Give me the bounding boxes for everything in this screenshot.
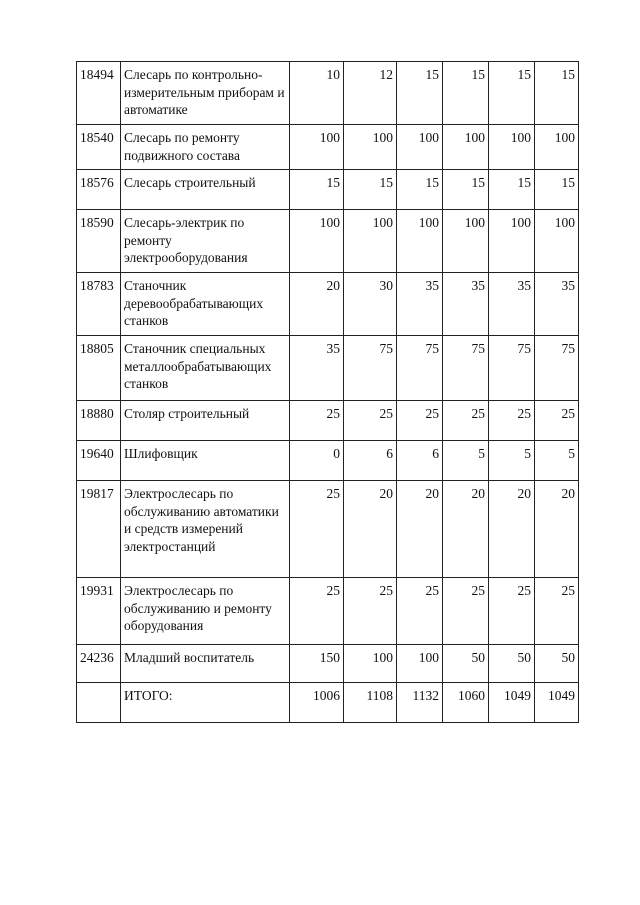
quota-value-cell: 15 — [443, 62, 489, 125]
quota-value-cell: 5 — [535, 441, 579, 481]
quota-value-cell: 25 — [443, 401, 489, 441]
quota-value-cell: 50 — [443, 645, 489, 683]
quota-value-cell: 12 — [344, 62, 397, 125]
quota-value-cell: 20 — [489, 481, 535, 578]
quota-value-cell: 20 — [443, 481, 489, 578]
quota-value-cell: 15 — [397, 62, 443, 125]
table-row — [77, 125, 579, 170]
table-row — [77, 578, 579, 645]
quota-value-cell: 15 — [535, 170, 579, 210]
quota-value-cell: 100 — [290, 210, 344, 273]
quota-value-cell: 100 — [397, 125, 443, 170]
profession-name-cell: Столяр строительный — [121, 401, 290, 441]
profession-name-cell: Электрослесарь по обслуживанию и ремонту оборудования — [121, 578, 290, 645]
quota-value-cell: 25 — [489, 578, 535, 645]
quota-value-cell: 75 — [489, 336, 535, 401]
quota-value-cell: 6 — [344, 441, 397, 481]
profession-code-cell: 18783 — [77, 273, 121, 336]
quota-value-cell: 100 — [443, 210, 489, 273]
quota-value-cell: 20 — [290, 273, 344, 336]
quota-value-cell: 35 — [290, 336, 344, 401]
quota-value-cell: 1108 — [344, 683, 397, 723]
quota-value-cell: 15 — [443, 170, 489, 210]
quota-value-cell: 1006 — [290, 683, 344, 723]
quota-value-cell: 25 — [535, 578, 579, 645]
quota-value-cell: 35 — [397, 273, 443, 336]
quota-value-cell: 0 — [290, 441, 344, 481]
quota-value-cell: 5 — [443, 441, 489, 481]
quota-value-cell: 100 — [397, 645, 443, 683]
quota-value-cell: 20 — [535, 481, 579, 578]
quota-value-cell: 150 — [290, 645, 344, 683]
quota-value-cell: 15 — [489, 170, 535, 210]
quota-value-cell: 15 — [489, 62, 535, 125]
quota-value-cell: 35 — [443, 273, 489, 336]
quota-value-cell: 6 — [397, 441, 443, 481]
quota-value-cell: 50 — [489, 645, 535, 683]
total-row — [77, 683, 579, 723]
profession-name-cell: Станочник деревообрабатывающих станков — [121, 273, 290, 336]
quota-value-cell: 100 — [344, 645, 397, 683]
table-row — [77, 170, 579, 210]
quota-value-cell: 25 — [397, 578, 443, 645]
quota-value-cell: 25 — [290, 481, 344, 578]
profession-code-cell: 19817 — [77, 481, 121, 578]
quota-value-cell: 75 — [443, 336, 489, 401]
quota-value-cell: 15 — [397, 170, 443, 210]
profession-code-cell — [77, 683, 121, 723]
quota-value-cell: 1060 — [443, 683, 489, 723]
table-row — [77, 645, 579, 683]
profession-code-cell: 19640 — [77, 441, 121, 481]
profession-name-cell: Слесарь-электрик по ремонту электрооборудования — [121, 210, 290, 273]
quota-value-cell: 15 — [290, 170, 344, 210]
quota-value-cell: 75 — [397, 336, 443, 401]
quota-value-cell: 25 — [443, 578, 489, 645]
quota-value-cell: 100 — [489, 125, 535, 170]
quota-value-cell: 100 — [290, 125, 344, 170]
quota-value-cell: 75 — [344, 336, 397, 401]
quota-value-cell: 25 — [344, 401, 397, 441]
quota-value-cell: 100 — [489, 210, 535, 273]
profession-name-cell: Слесарь строительный — [121, 170, 290, 210]
quota-value-cell: 25 — [290, 401, 344, 441]
table-row — [77, 336, 579, 401]
profession-name-cell: Слесарь по ремонту подвижного состава — [121, 125, 290, 170]
quota-value-cell: 100 — [344, 210, 397, 273]
quota-value-cell: 25 — [344, 578, 397, 645]
quota-value-cell: 25 — [489, 401, 535, 441]
quota-value-cell: 15 — [344, 170, 397, 210]
quota-value-cell: 20 — [344, 481, 397, 578]
table-row — [77, 481, 579, 578]
quota-value-cell: 25 — [535, 401, 579, 441]
profession-code-cell: 24236 — [77, 645, 121, 683]
quota-value-cell: 5 — [489, 441, 535, 481]
quota-value-cell: 100 — [344, 125, 397, 170]
profession-name-cell: Слесарь по контрольно-измерительным приборам и автоматике — [121, 62, 290, 125]
table-row — [77, 441, 579, 481]
profession-name-cell: ИТОГО: — [121, 683, 290, 723]
profession-name-cell: Младший воспитатель — [121, 645, 290, 683]
quota-value-cell: 1049 — [489, 683, 535, 723]
quota-value-cell: 15 — [535, 62, 579, 125]
quota-value-cell: 100 — [443, 125, 489, 170]
profession-code-cell: 18590 — [77, 210, 121, 273]
profession-code-cell: 18576 — [77, 170, 121, 210]
table-body — [77, 62, 579, 723]
profession-code-cell: 18540 — [77, 125, 121, 170]
table-row — [77, 62, 579, 125]
quota-value-cell: 10 — [290, 62, 344, 125]
quota-value-cell: 100 — [535, 210, 579, 273]
quota-value-cell: 75 — [535, 336, 579, 401]
quota-value-cell: 20 — [397, 481, 443, 578]
table-row — [77, 401, 579, 441]
profession-code-cell: 18880 — [77, 401, 121, 441]
quota-value-cell: 35 — [535, 273, 579, 336]
quota-value-cell: 30 — [344, 273, 397, 336]
profession-name-cell: Станочник специальных металлообрабатывающих станков — [121, 336, 290, 401]
profession-name-cell: Электрослесарь по обслуживанию автоматики и средств измерений электростанций — [121, 481, 290, 578]
quota-value-cell: 35 — [489, 273, 535, 336]
profession-quota-table — [76, 61, 579, 723]
quota-value-cell: 100 — [535, 125, 579, 170]
profession-code-cell: 18494 — [77, 62, 121, 125]
staffing-table-page — [76, 61, 579, 723]
quota-value-cell: 1132 — [397, 683, 443, 723]
quota-value-cell: 25 — [397, 401, 443, 441]
quota-value-cell: 50 — [535, 645, 579, 683]
profession-name-cell: Шлифовщик — [121, 441, 290, 481]
table-row — [77, 210, 579, 273]
quota-value-cell: 100 — [397, 210, 443, 273]
quota-value-cell: 1049 — [535, 683, 579, 723]
quota-value-cell: 25 — [290, 578, 344, 645]
profession-code-cell: 19931 — [77, 578, 121, 645]
table-row — [77, 273, 579, 336]
profession-code-cell: 18805 — [77, 336, 121, 401]
